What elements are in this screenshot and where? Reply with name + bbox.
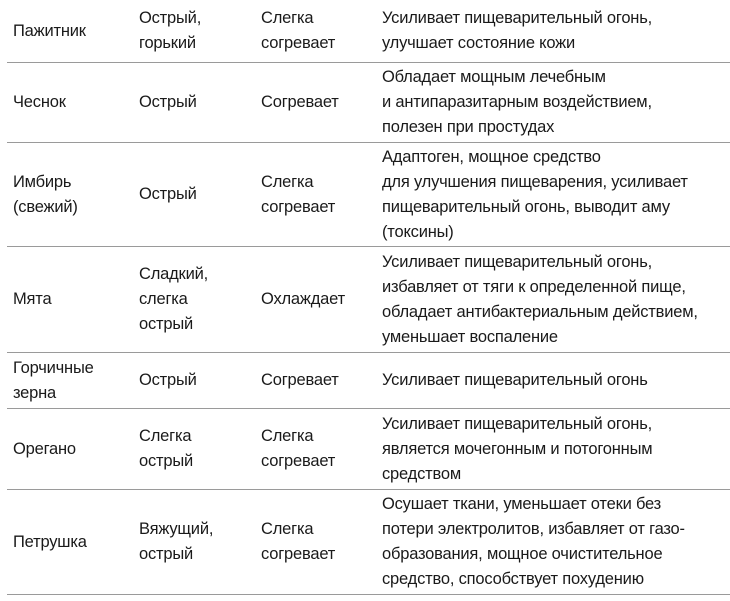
table-row-mustard-seeds	[7, 352, 730, 408]
herb-properties: Усиливает пищеварительный огонь, является мочегонным и потогонным средством	[382, 414, 653, 483]
herb-taste: Острый, горький	[139, 9, 202, 52]
table-row-fenugreek	[7, 0, 730, 62]
herb-effect: Слегка согревает	[261, 172, 336, 216]
herb-taste: Сладкий, слегка острый	[139, 265, 208, 333]
herb-name: Имбирь (свежий)	[13, 172, 78, 216]
herb-properties: Усиливает пищеварительный огонь, избавляет от тяги к определенной пище, обладает антибактериальным действием, уменьшает воспаление	[382, 252, 698, 346]
table-row-garlic	[7, 62, 730, 142]
herb-name: Горчичные зерна	[13, 358, 94, 402]
herb-effect: Слегка согревает	[261, 520, 336, 563]
herb-properties: Усиливает пищеварительный огонь	[382, 371, 648, 389]
herb-properties: Усиливает пищеварительный огонь, улучшает состояние кожи	[382, 9, 652, 52]
herb-name: Мята	[13, 290, 52, 308]
table-row-parsley	[7, 489, 730, 594]
herb-taste: Острый	[139, 93, 197, 111]
herb-name: Орегано	[13, 439, 76, 458]
table-row-ginger	[7, 142, 730, 246]
herb-effect: Согревает	[261, 371, 339, 389]
herbs-table	[7, 0, 730, 594]
herb-taste: Острый	[139, 371, 197, 389]
herb-effect: Слегка согревает	[261, 427, 336, 470]
herb-properties: Адаптоген, мощное средство для улучшения пищеварения, усиливает пищеварительный огонь, выводит аму (токсины)	[382, 147, 688, 241]
herb-name: Петрушка	[13, 532, 87, 551]
table-row-mint	[7, 246, 730, 352]
herb-taste: Слегка острый	[139, 427, 194, 470]
herb-properties: Обладает мощным лечебным и антипаразитарным воздействием, полезен при простудах	[382, 68, 652, 136]
herb-effect: Согревает	[261, 93, 339, 111]
herb-taste: Вяжущий, острый	[139, 520, 214, 563]
herb-properties: Осушает ткани, уменьшает отеки без потери электролитов, избавляет от газо- образования, мощное очистительное средство, способствует похудению	[382, 495, 685, 588]
table-bottom-border	[7, 594, 730, 595]
herb-effect: Охлаждает	[261, 290, 345, 308]
herb-effect: Слегка согревает	[261, 9, 336, 52]
herb-taste: Острый	[139, 185, 197, 203]
herb-name: Чеснок	[13, 93, 66, 111]
herb-name: Пажитник	[13, 21, 86, 40]
table-row-oregano	[7, 408, 730, 489]
